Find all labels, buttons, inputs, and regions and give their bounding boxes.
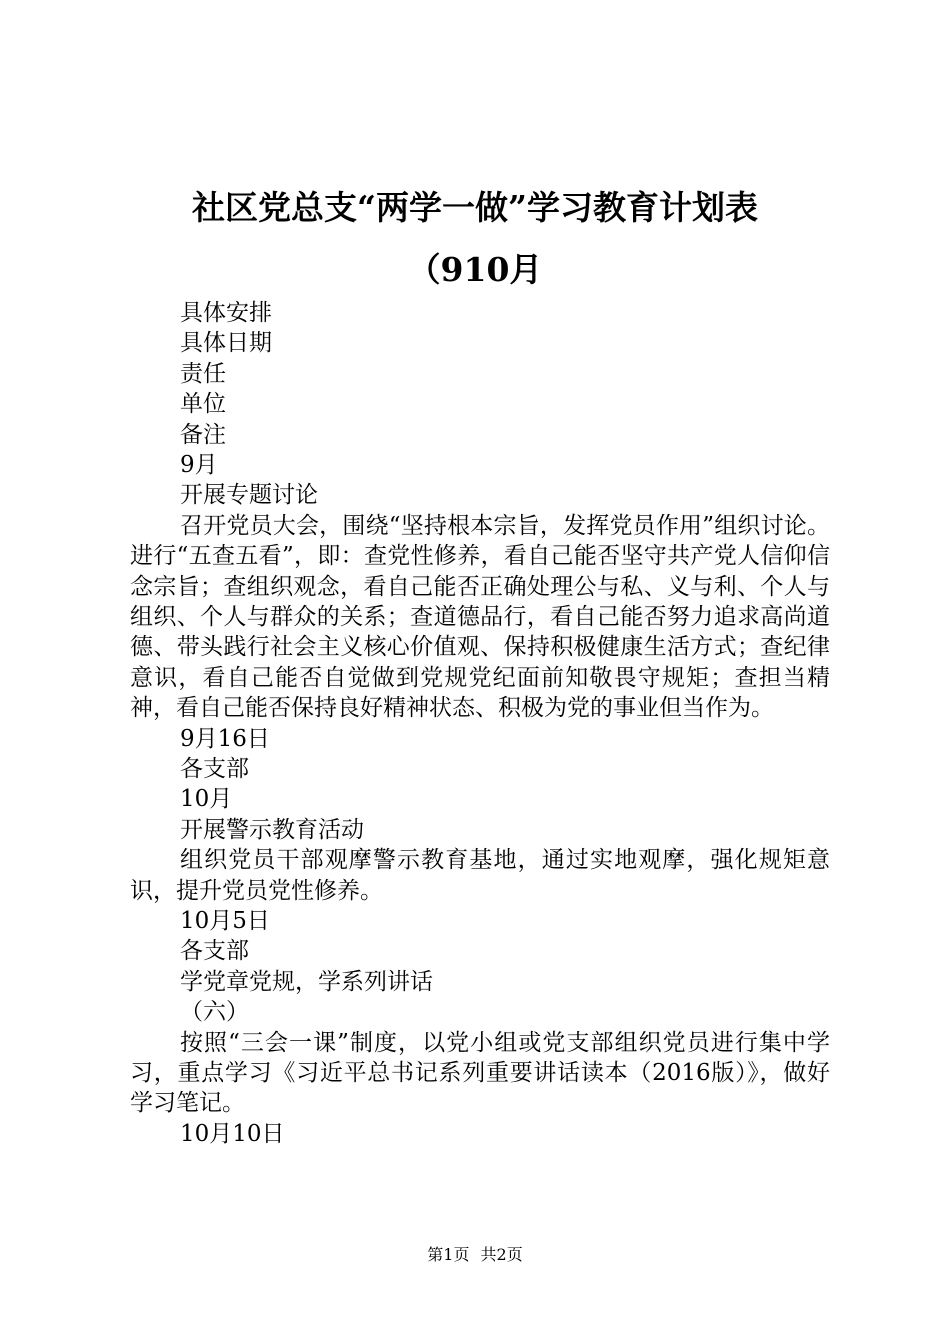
paragraph: 按照“三会一课”制度，以党小组或党支部组织党员进行集中学习，重点学习《习近平总书记系列重要讲话读本（2016版）》，做好学习笔记。 <box>130 1029 830 1117</box>
text-line: 9月 <box>180 451 218 478</box>
text-line: 各支部 <box>180 755 249 782</box>
page-number: 第1页 <box>427 1245 470 1264</box>
text-line: 开展专题讨论 <box>180 482 318 509</box>
text-line: 责任 <box>180 360 226 387</box>
document-title-continuation: （910月 <box>407 250 543 289</box>
text-line: 9月16日 <box>180 725 270 752</box>
text-line: 备注 <box>180 421 226 448</box>
paragraph: 组织党员干部观摩警示教育基地，通过实地观摩，强化规矩意识，提升党员党性修养。 <box>130 847 830 904</box>
paragraph: 召开党员大会，围绕“坚持根本宗旨，发挥党员作用”组织讨论。进行“五查五看”，即：查党性修养，看自己能否坚守共产党人信仰信念宗旨；查组织观念，看自己能否正确处理公与私、义与利、个人与组织、个人与群众的关系；查道德品行，看自己能否努力追求高尚道德、带头践行社会主义核心价值观、保持积极健康生活方式；查纪律意识，看自己能否自觉做到党规党纪面前知敬畏守规矩；查担当精神，看自己能否保持良好精神状态、积极为党的事业但当作为。 <box>130 512 830 722</box>
page-footer <box>0 1244 950 1266</box>
document-title: 社区党总支“两学一做”学习教育计划表 <box>192 188 758 227</box>
text-line: 各支部 <box>180 938 249 965</box>
document-body <box>130 298 830 1149</box>
text-line: 10月 <box>180 786 233 813</box>
text-line: 具体日期 <box>180 330 272 357</box>
text-line: 学党章党规，学系列讲话 <box>180 968 433 995</box>
text-line: （六） <box>180 999 249 1026</box>
text-line: 10月10日 <box>180 1120 285 1147</box>
page-total: 共2页 <box>480 1245 523 1264</box>
text-line: 具体安排 <box>180 300 272 326</box>
text-line: 10月5日 <box>180 907 270 934</box>
text-line: 开展警示教育活动 <box>180 816 364 843</box>
text-line: 单位 <box>180 391 226 418</box>
